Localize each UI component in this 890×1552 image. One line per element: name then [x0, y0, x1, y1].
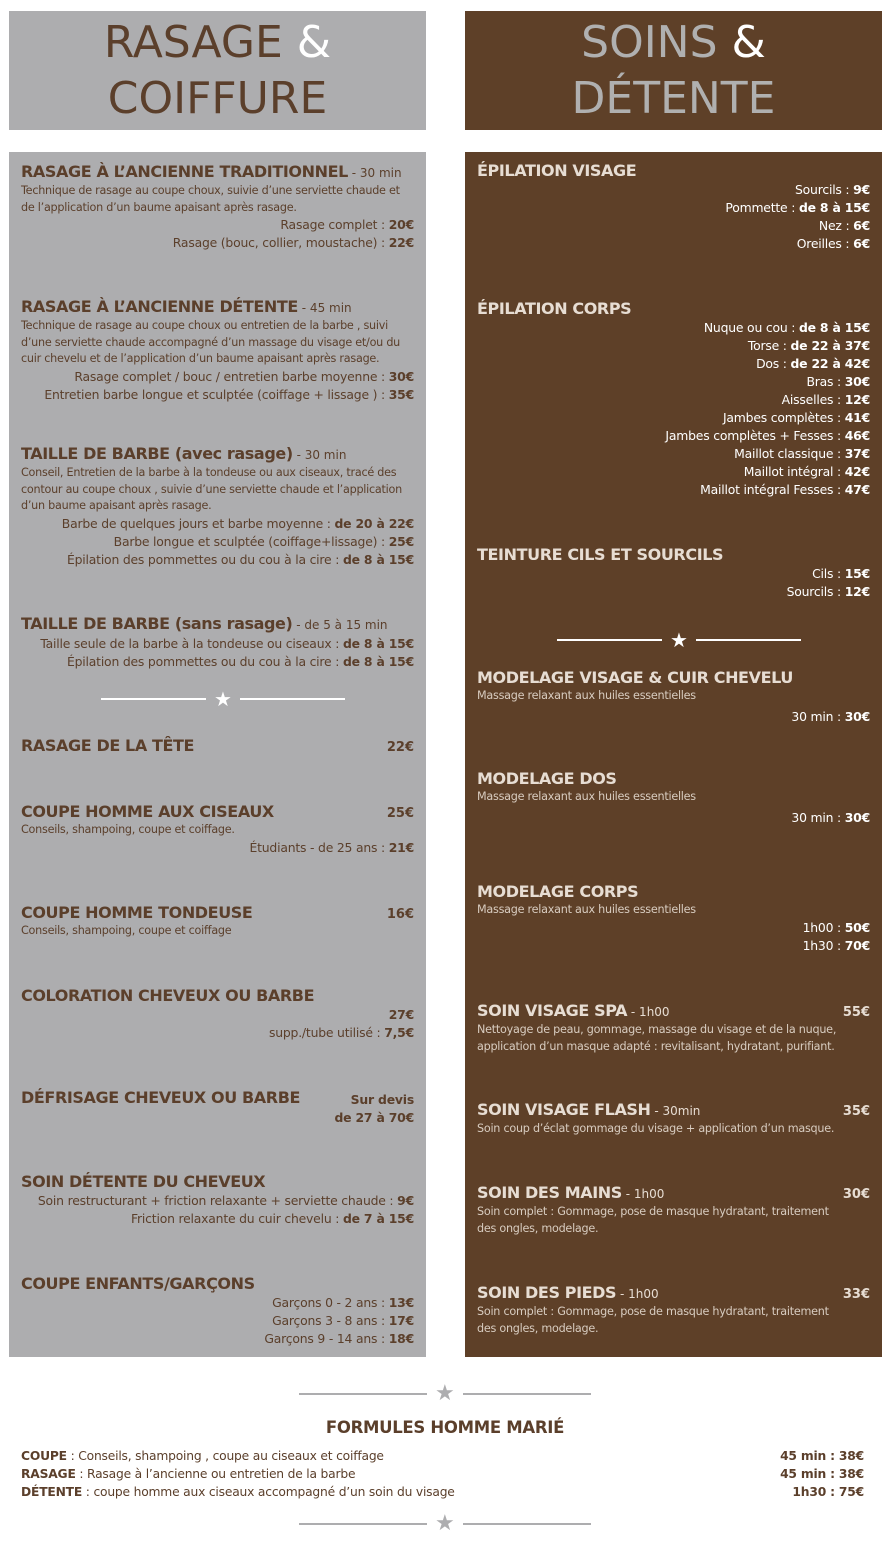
formules-title: FORMULES HOMME MARIÉ: [325, 1418, 565, 1437]
section-taille-barbe-sans-rasage: [21, 614, 414, 671]
section-description: Massage relaxant aux huiles essentielles: [477, 689, 696, 702]
section-rasage-traditionnel: [21, 162, 414, 252]
price-row: Rasage complet / bouc / entretien barbe moyenne : 30€: [74, 368, 414, 384]
header-left-line2: COIFFURE: [107, 72, 328, 124]
price-row: Dos : de 22 à 42€: [756, 356, 870, 371]
price-row: 27€: [388, 1007, 414, 1022]
formula-key: RASAGE: [21, 1467, 76, 1481]
section-description: Massage relaxant aux huiles essentielles: [477, 790, 696, 803]
section-title: DÉFRISAGE CHEVEUX OU BARBE: [21, 1088, 301, 1107]
price-row: Sourcils : 9€: [795, 182, 870, 197]
price-row: Bras : 30€: [806, 374, 870, 389]
price-row: Aisselles : 12€: [781, 392, 870, 407]
section-title: RASAGE À L’ANCIENNE DÉTENTE: [21, 297, 298, 316]
section-price: 16€: [386, 907, 414, 922]
price-row: Garçons 3 - 8 ans : 17€: [272, 1313, 414, 1328]
price-row: Cils : 15€: [812, 566, 870, 581]
section-title: MODELAGE DOS: [477, 769, 617, 788]
section-description: Massage relaxant aux huiles essentielles: [477, 903, 696, 916]
section-defrisage: [21, 1088, 414, 1127]
price-row: Soin restructurant + friction relaxante + serviette chaude : 9€: [37, 1193, 414, 1208]
price-row: Entretien barbe longue et sculptée (coiffage + lissage ) : 35€: [44, 386, 414, 402]
section-soin-pieds: [477, 1283, 870, 1337]
formula-text: : Conseils, shampoing , coupe au ciseaux et coiffage: [66, 1449, 384, 1463]
section-description: Nettoyage de peau, gommage, massage du visage et de la nuque, application d’un masque adapté : revitalisant, hydratant, purifiant.: [477, 1023, 837, 1053]
formula-key: COUPE: [21, 1449, 67, 1463]
price-row: Sourcils : 12€: [786, 584, 870, 599]
section-coupe-ciseaux: [21, 802, 414, 857]
section-duration: - 30 min: [347, 166, 402, 180]
price-row: Jambes complètes : 41€: [722, 410, 870, 425]
panel-soins-detente: [465, 152, 882, 1357]
section-description: Technique de rasage au coupe choux ou entretien de la barbe , suivi d’une serviette chaude accompagné d’un massage du visage et/ou du cuir chevelu et de l’application d’un baume apaisant après rasage.: [21, 319, 401, 365]
price-row: Torse : de 22 à 37€: [747, 338, 870, 353]
section-coupe-tondeuse: [21, 903, 414, 940]
price-row: Maillot intégral Fesses : 47€: [700, 482, 870, 497]
section-title: COUPE HOMME TONDEUSE: [21, 903, 253, 922]
section-description: Soin coup d’éclat gommage du visage + application d’un masque.: [477, 1122, 835, 1135]
price-row: Épilation des pommettes ou du cou à la cire : de 8 à 15€: [66, 551, 414, 567]
price-row: Garçons 0 - 2 ans : 13€: [272, 1295, 414, 1310]
section-price: 35€: [842, 1104, 870, 1119]
section-epilation-corps: [477, 299, 870, 499]
section-duration: - 30 min: [292, 448, 347, 462]
section-title: RASAGE À L’ANCIENNE TRADITIONNEL: [21, 162, 348, 181]
section-coupe-enfants: [21, 1274, 414, 1348]
section-title: MODELAGE VISAGE & CUIR CHEVELU: [477, 668, 793, 687]
section-description: Soin complet : Gommage, pose de masque hydratant, traitement des ongles, modelage.: [477, 1205, 829, 1235]
section-title: MODELAGE CORPS: [477, 882, 639, 901]
panel-rasage-coiffure: [9, 152, 426, 1357]
section-title: ÉPILATION VISAGE: [477, 161, 637, 180]
price-row: Garçons 9 - 14 ans : 18€: [264, 1331, 414, 1346]
section-teinture: [477, 545, 870, 601]
price-row: 1h30 : 70€: [802, 937, 870, 953]
section-duration: - 1h00: [621, 1187, 665, 1201]
section-price: 30€: [842, 1187, 870, 1202]
section-soin-mains: [477, 1183, 870, 1237]
formula-row-rasage: [21, 1465, 864, 1483]
price-row: Jambes complètes + Fesses : 46€: [665, 428, 870, 443]
section-duration: - 1h00: [627, 1005, 670, 1019]
section-rasage-tete: [21, 736, 414, 758]
price-row: Rasage complet : 20€: [280, 217, 414, 232]
section-title: SOIN VISAGE SPA: [477, 1001, 628, 1020]
section-modelage-visage: [477, 668, 870, 726]
section-duration: - 1h00: [616, 1287, 659, 1301]
price-row: Pommette : de 8 à 15€: [725, 200, 870, 215]
formula-price: 45 min : 38€: [780, 1449, 864, 1463]
price-row: 1h00 : 50€: [802, 919, 870, 935]
price-row: Nez : 6€: [818, 218, 870, 233]
formula-row-detente: [21, 1483, 864, 1501]
header-right-line2: DÉTENTE: [571, 72, 776, 124]
formula-text: : coupe homme aux ciseaux accompagné d’un soin du visage: [82, 1485, 455, 1499]
section-soin-detente-cheveux: [21, 1172, 414, 1228]
price-row: Rasage (bouc, collier, moustache) : 22€: [172, 235, 414, 250]
section-soin-visage-spa: [477, 1001, 870, 1055]
section-description: Technique de rasage au coupe choux, suivie d’une serviette chaude et de l’application d’un baume apaisant après rasage.: [21, 184, 400, 214]
price-row: Étudiants - de 25 ans : 21€: [249, 839, 414, 855]
header-left-line1: RASAGE &: [103, 16, 332, 68]
header-right-line1: SOINS &: [581, 16, 766, 68]
price-row: Nuque ou cou : de 8 à 15€: [703, 320, 870, 335]
section-price: 25€: [386, 806, 414, 821]
formula-price: 1h30 : 75€: [792, 1485, 864, 1499]
section-coloration: [21, 986, 414, 1042]
section-price: 55€: [842, 1005, 870, 1020]
divider-star-right: [557, 630, 801, 650]
section-taille-barbe-avec-rasage: [21, 444, 414, 569]
section-title: TEINTURE CILS ET SOURCILS: [477, 545, 724, 564]
star-icon: ★: [670, 628, 688, 652]
section-duration: - 30min: [650, 1104, 701, 1118]
star-icon: ★: [435, 1511, 455, 1536]
price-row: Barbe longue et sculptée (coiffage+lissage) : 25€: [113, 533, 414, 549]
price-row: Maillot intégral : 42€: [743, 464, 870, 479]
section-description: Conseil, Entretien de la barbe à la tondeuse ou aux ciseaux, tracé des contour au coupe choux , suivie d’une serviette chaude et l’application d’un baume apaisant après rasage.: [21, 466, 402, 512]
section-description: Conseils, shampoing, coupe et coiffage.: [21, 823, 235, 836]
section-title: RASAGE DE LA TÊTE: [21, 736, 195, 755]
formula-row-coupe: [21, 1447, 864, 1465]
price-row: Taille seule de la barbe à la tondeuse ou ciseaux : de 8 à 15€: [40, 636, 414, 651]
price-row: Barbe de quelques jours et barbe moyenne : de 20 à 22€: [61, 515, 414, 531]
section-title: COUPE ENFANTS/GARÇONS: [21, 1274, 255, 1293]
section-title: COUPE HOMME AUX CISEAUX: [21, 802, 274, 821]
section-description: Conseils, shampoing, coupe et coiffage: [21, 924, 232, 937]
price-row: Oreilles : 6€: [796, 236, 870, 251]
price-row: Maillot classique : 37€: [734, 446, 870, 461]
section-price: 33€: [842, 1287, 870, 1302]
price-row: Épilation des pommettes ou du cou à la cire : de 8 à 15€: [66, 654, 414, 669]
section-title: TAILLE DE BARBE (avec rasage): [21, 444, 293, 463]
formula-text: : Rasage à l’ancienne ou entretien de la barbe: [75, 1467, 356, 1481]
section-title: SOIN DÉTENTE DU CHEVEUX: [21, 1172, 266, 1191]
section-title: COLORATION CHEVEUX OU BARBE: [21, 986, 315, 1005]
price-row: 30 min : 30€: [791, 809, 870, 825]
formula-key: DÉTENTE: [21, 1485, 83, 1499]
section-duration: - de 5 à 15 min: [292, 618, 388, 632]
section-price: 22€: [386, 740, 414, 755]
divider-star-bottom: [299, 1511, 591, 1536]
section-title: ÉPILATION CORPS: [477, 299, 632, 318]
price-row: Friction relaxante du cuir chevelu : de 7 à 15€: [131, 1211, 414, 1226]
section-description: Soin complet : Gommage, pose de masque hydratant, traitement des ongles, modelage.: [477, 1305, 829, 1335]
section-title: SOIN DES MAINS: [477, 1183, 622, 1202]
price-row: supp./tube utilisé : 7,5€: [268, 1025, 414, 1040]
header-rasage-coiffure: [9, 11, 426, 130]
section-title: SOIN DES PIEDS: [477, 1283, 617, 1302]
section-duration: - 45 min: [297, 301, 352, 315]
formula-price: 45 min : 38€: [780, 1467, 864, 1481]
star-icon: ★: [214, 687, 232, 711]
price-row: 30 min : 30€: [791, 708, 870, 724]
price-row: de 27 à 70€: [334, 1110, 414, 1125]
section-modelage-dos: [477, 769, 870, 827]
section-title: SOIN VISAGE FLASH: [477, 1100, 651, 1119]
section-modelage-corps: [477, 882, 870, 955]
divider-star-left: [101, 689, 345, 709]
section-epilation-visage: [477, 161, 870, 253]
star-icon: ★: [435, 1381, 455, 1406]
header-soins-detente: [465, 11, 882, 130]
section-title: TAILLE DE BARBE (sans rasage): [21, 614, 293, 633]
price-row: Sur devis: [350, 1092, 414, 1107]
divider-star-top: [299, 1381, 591, 1406]
section-soin-visage-flash: [477, 1100, 870, 1138]
section-rasage-detente: [21, 297, 414, 404]
